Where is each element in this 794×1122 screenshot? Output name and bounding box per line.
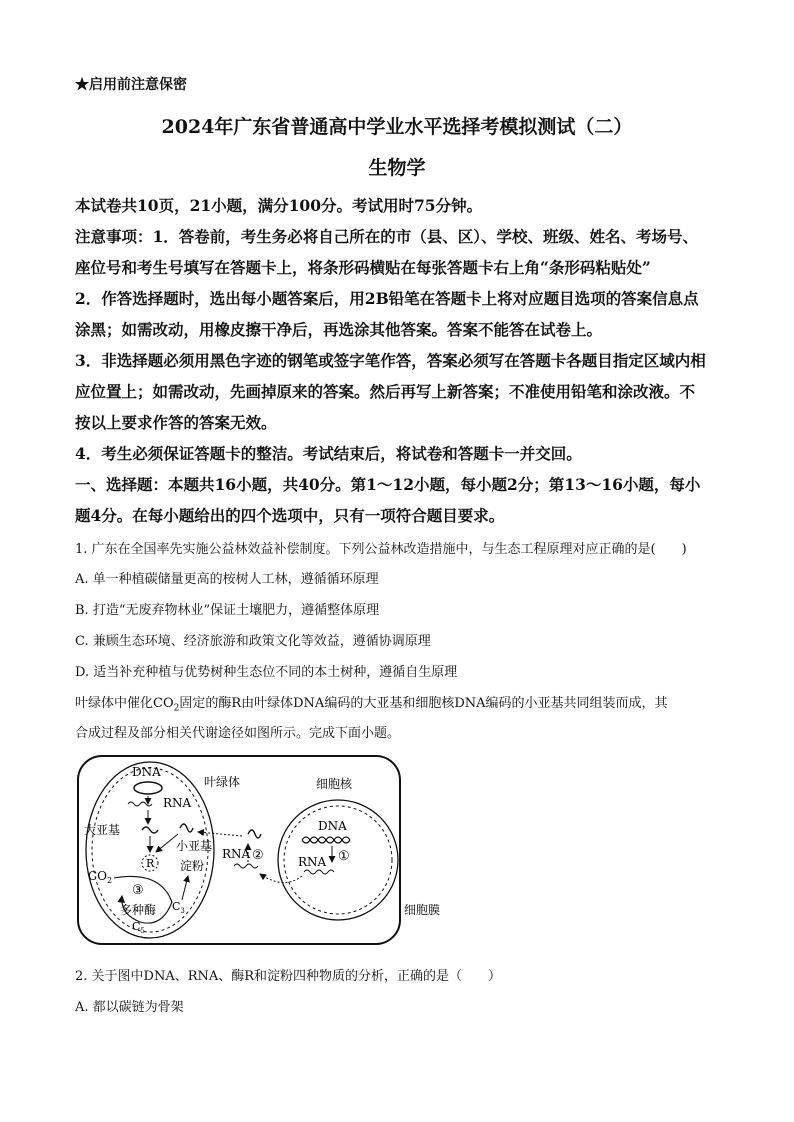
note3-line-b: 应位置上；如需改动，先画掉原来的答案。然后再写上新答案；不准使用铅笔和涂改液。不 (75, 382, 696, 401)
confidential-label: ★启用前注意保密 (75, 77, 187, 93)
q1-stem: 1. 广东在全国率先实施公益林效益补偿制度。下列公益林改造措施中，与生态工程原理对应正确的是( ) (75, 542, 687, 557)
passage-line-1-post: 固定的酶R由叶绿体DNA编码的大亚基和细胞核DNA编码的小亚基共同组装而成，其 (179, 696, 668, 711)
membrane-label: 细胞膜 (404, 903, 441, 917)
chloroplast-small-subunit-shape (180, 824, 193, 832)
c3-to-starch-arrow (182, 876, 188, 900)
nuclear-dna-label: DNA (318, 819, 347, 833)
q1-option-c: C. 兼顾生态环境、经济旅游和政策文化等效益，遵循协调原理 (75, 634, 431, 649)
note3-line-a: 3．非选择题必须用黑色字迹的钢笔或签字笔作答，答案必须写在答题卡各题目指定区域内相 (75, 351, 706, 370)
chloroplast-label: 叶绿体 (204, 775, 241, 789)
q2-stem: 2. 关于图中DNA、RNA、酶R和淀粉四种物质的分析，正确的是（ ） (75, 969, 502, 984)
exam-title: 2024年广东省普通高中学业水平选择考模拟测试（二） (161, 116, 633, 138)
passage-line-1-pre: 叶绿体中催化CO (75, 696, 174, 711)
exam-subject: 生物学 (368, 157, 426, 179)
step2-marker: ② (252, 848, 264, 863)
section1-heading-b: 题4分。在每小题给出的四个选项中，只有一项符合题目要求。 (75, 506, 505, 525)
step1-marker: ① (338, 849, 350, 864)
note1-line-b: 座位号和考生号填写在答题卡上，将条形码横贴在每张答题卡右上角“条形码粘贴处” (75, 258, 651, 277)
note4-text: 4．考生必须保证答题卡的整洁。考试结束后，将试卷和答题卡一并交回。 (75, 444, 582, 463)
co2-label: $CO_2$ (88, 869, 113, 885)
enzymes-label: 多种酶 (120, 903, 157, 917)
chloroplast-dna-label: DNA (132, 765, 161, 779)
enzyme-r-label: R (146, 857, 155, 870)
cytoplasm-rna-label: RNA (222, 847, 251, 861)
q1-option-b: B. 打造“无废弃物林业”保证土壤肥力，遵循整体原理 (75, 603, 380, 618)
nuclear-rna-label: RNA (298, 855, 327, 869)
small-subunit-label: 小亚基 (176, 839, 213, 853)
nuclear-dna-helix-2 (302, 837, 350, 843)
cytoplasm-small-subunit-shape (248, 830, 261, 838)
c3-label: $C_3$ (172, 900, 185, 915)
passage-line-2: 合成过程及部分相关代谢途径如图所示。完成下面小题。 (75, 726, 401, 741)
note3-line-c: 按以上要求作答的答案无效。 (75, 413, 277, 432)
chloroplast-dna-ring (134, 782, 162, 794)
q1-option-a: A. 单一种植碳储量更高的桉树人工林，遵循循环原理 (75, 572, 379, 587)
note2-line-a: 2．作答选择题时，选出每小题答案后，用2B铅笔在答题卡上将对应题目选项的答案信息点 (75, 289, 699, 308)
protein-synthesis-diagram (70, 752, 450, 952)
q2-option-a: A. 都以碳链为骨架 (75, 1000, 184, 1015)
starch-label: 淀粉 (180, 859, 205, 873)
q1-option-d: D. 适当补充种植与优势树种生态位不同的本土树种，遵循自生原理 (75, 665, 458, 680)
note1-line-a: 注意事项：1．答卷前，考生务必将自己所在的市（县、区）、学校、班级、姓名、考场号、 (75, 227, 699, 246)
nuclear-rna-strand (304, 870, 334, 874)
step3-marker: ③ (132, 883, 144, 898)
passage-co2-subscript: 2 (173, 703, 180, 714)
cytoplasm-rna-strand (234, 864, 258, 868)
section1-heading-a: 一、选择题：本题共16小题，共40分。第1～12小题，每小题2分；第13～16小题，每小 (75, 475, 701, 494)
nucleus-label: 细胞核 (316, 777, 353, 791)
chloroplast-rna-label: RNA (163, 796, 192, 810)
summary-text: 本试卷共10页，21小题，满分100分。考试用时75分钟。 (75, 196, 483, 215)
c5-label: $C_5$ (132, 920, 145, 935)
large-subunit-shape (142, 827, 158, 833)
import-arrow (198, 832, 242, 836)
note2-line-b: 涂黑；如需改动，用橡皮擦干净后，再选涂其他答案。答案不能答在试卷上。 (75, 320, 603, 339)
assembly-arrow (156, 834, 178, 852)
large-subunit-label: 大亚基 (84, 823, 121, 837)
passage-line-1 (75, 692, 668, 714)
